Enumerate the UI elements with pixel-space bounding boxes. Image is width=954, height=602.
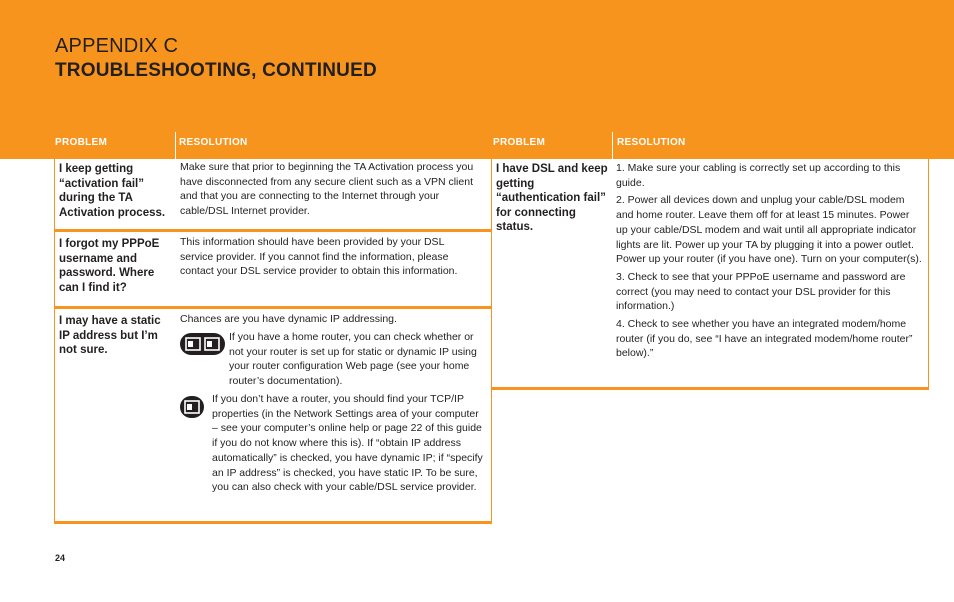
problem-text: I keep getting “activation fail” during the TA Activation process. — [59, 163, 166, 219]
left-problem-header: PROBLEM — [55, 137, 108, 148]
resolution-intro-text: Chances are you have dynamic IP addressing. — [180, 313, 397, 325]
appendix-label: APPENDIX C — [55, 35, 179, 57]
resolution-text: Make sure that prior to beginning the TA Activation process you have disconnected from any secure client such as a VPN client and that you are connecting to the Internet through your cable/DSL Internet provider. — [180, 161, 474, 218]
resolution-steps — [616, 161, 922, 361]
right-resolution-header: RESOLUTION — [617, 137, 686, 148]
problem-text: I forgot my PPPoE username and password. Where can I find it? — [59, 238, 160, 294]
problem-text: I may have a static IP address but I’m not sure. — [59, 315, 161, 356]
left-resolution-header: RESOLUTION — [179, 137, 248, 148]
right-header-divider — [612, 132, 613, 159]
resolution-step: 1. Make sure your cabling is correctly set up according to this guide. — [616, 162, 901, 189]
router-resolution-text: If you have a home router, you can check whether or not your router is set up for static or dynamic IP using your router configuration Web page (see your home router’s documentation). — [229, 331, 477, 388]
computer-icon — [180, 396, 204, 418]
resolution-text: This information should have been provided by your DSL service provider. If you cannot find the information, please contact your DSL service provider to obtain this information. — [180, 236, 458, 278]
resolution-step: 3. Check to see that your PPPoE username and password are correct (you may need to contact your DSL provider for this information.) — [616, 270, 906, 313]
resolution-step: 2. Power all devices down and unplug your cable/DSL modem and home router. Leave them off for at least 15 minutes. Power up your cable/DSL modem and wait until all appropriate indicator lights are lit. Power up your TA by plugging it into a power outlet. Power up your router (if you have one). Turn on your computer(s). — [616, 194, 922, 266]
computer-resolution-text: If you don’t have a router, you should find your TCP/IP properties (in the Network Settings area of your computer – see your computer’s online help or page 22 of this guide if you do not know where this is). If “obtain IP address automatically” is checked, you have dynamic IP; if “specify an IP address” is checked, you have static IP. To be sure, you can also check with your cable/DSL service provider. — [212, 393, 483, 494]
page-number: 24 — [55, 553, 66, 563]
home-router-icon — [180, 333, 225, 355]
left-header-divider — [175, 132, 176, 159]
resolution-step: 4. Check to see whether you have an integrated modem/home router (if you do, see “I have an integrated modem/home router” below).” — [616, 318, 913, 360]
page-title: TROUBLESHOOTING, CONTINUED — [55, 60, 377, 81]
problem-text: I have DSL and keep getting “authentication fail” for connecting status. — [496, 163, 608, 233]
right-problem-header: PROBLEM — [493, 137, 546, 148]
